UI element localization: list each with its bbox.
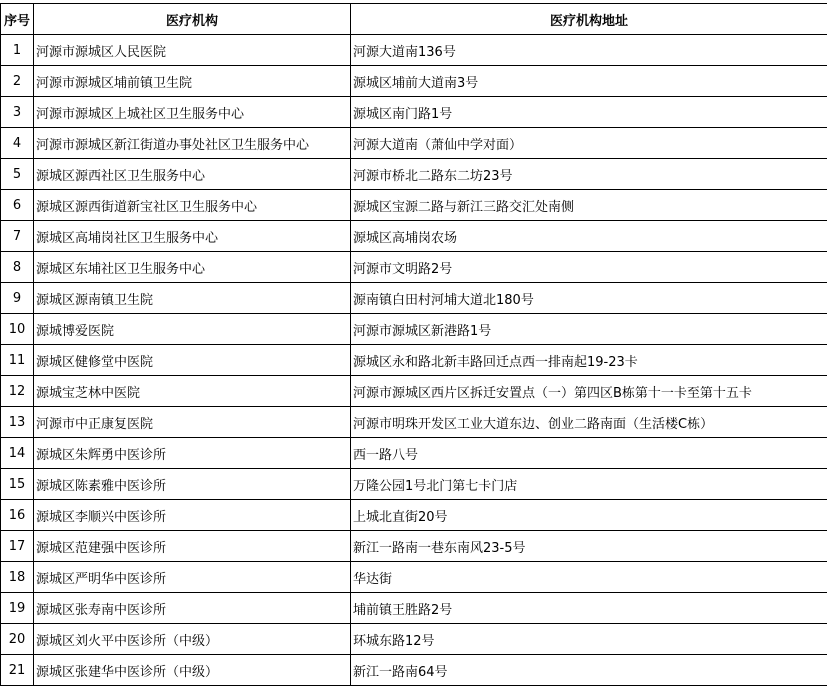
table-row bbox=[1, 376, 827, 407]
institution-name-cell: 河源市源城区人民医院 bbox=[34, 35, 351, 66]
institution-name-cell: 源城区张建华中医诊所（中级） bbox=[34, 655, 351, 686]
institution-name-cell: 源城区严明华中医诊所 bbox=[34, 562, 351, 593]
table-row bbox=[1, 159, 827, 190]
row-index-cell: 18 bbox=[1, 562, 34, 593]
header-address: 医疗机构地址 bbox=[351, 4, 827, 35]
row-index-cell: 5 bbox=[1, 159, 34, 190]
institution-address-cell: 新江一路南64号 bbox=[351, 655, 827, 686]
row-index-cell: 11 bbox=[1, 345, 34, 376]
table-row bbox=[1, 655, 827, 686]
institution-name-cell: 源城区陈素雅中医诊所 bbox=[34, 469, 351, 500]
institution-name-cell: 源城区朱辉勇中医诊所 bbox=[34, 438, 351, 469]
table-row bbox=[1, 128, 827, 159]
institution-name-cell: 源城区源西街道新宝社区卫生服务中心 bbox=[34, 190, 351, 221]
institution-name-cell: 源城区源西社区卫生服务中心 bbox=[34, 159, 351, 190]
row-index-cell: 19 bbox=[1, 593, 34, 624]
row-index-cell: 9 bbox=[1, 283, 34, 314]
row-index-cell: 12 bbox=[1, 376, 34, 407]
institution-name-cell: 源城区范建强中医诊所 bbox=[34, 531, 351, 562]
institution-address-cell: 万隆公园1号北门第七卡门店 bbox=[351, 469, 827, 500]
table-row bbox=[1, 221, 827, 252]
row-index-cell: 16 bbox=[1, 500, 34, 531]
institution-name-cell: 源城区源南镇卫生院 bbox=[34, 283, 351, 314]
row-index-cell: 21 bbox=[1, 655, 34, 686]
institution-address-cell: 河源大道南（萧仙中学对面） bbox=[351, 128, 827, 159]
institution-address-cell: 华达街 bbox=[351, 562, 827, 593]
row-index-cell: 10 bbox=[1, 314, 34, 345]
table-body bbox=[1, 35, 827, 686]
table-row bbox=[1, 531, 827, 562]
table-row bbox=[1, 624, 827, 655]
table-row bbox=[1, 500, 827, 531]
institution-name-cell: 源城区健修堂中医院 bbox=[34, 345, 351, 376]
institution-address-cell: 河源市桥北二路东二坊23号 bbox=[351, 159, 827, 190]
table-row bbox=[1, 345, 827, 376]
medical-institution-table bbox=[0, 3, 827, 686]
row-index-cell: 14 bbox=[1, 438, 34, 469]
institution-address-cell: 源城区埔前大道南3号 bbox=[351, 66, 827, 97]
institution-name-cell: 河源市源城区埔前镇卫生院 bbox=[34, 66, 351, 97]
institution-name-cell: 源城区张寿南中医诊所 bbox=[34, 593, 351, 624]
institution-address-cell: 源城区南门路1号 bbox=[351, 97, 827, 128]
row-index-cell: 4 bbox=[1, 128, 34, 159]
institution-name-cell: 源城区刘火平中医诊所（中级） bbox=[34, 624, 351, 655]
institution-name-cell: 源城宝芝林中医院 bbox=[34, 376, 351, 407]
institution-address-cell: 源城区高埔岗农场 bbox=[351, 221, 827, 252]
row-index-cell: 8 bbox=[1, 252, 34, 283]
header-index: 序号 bbox=[1, 4, 34, 35]
institution-address-cell: 河源市明珠开发区工业大道东边、创业二路南面（生活楼C栋） bbox=[351, 407, 827, 438]
table-row bbox=[1, 593, 827, 624]
row-index-cell: 7 bbox=[1, 221, 34, 252]
row-index-cell: 20 bbox=[1, 624, 34, 655]
institution-name-cell: 源城博爱医院 bbox=[34, 314, 351, 345]
institution-address-cell: 新江一路南一巷东南风23-5号 bbox=[351, 531, 827, 562]
institution-name-cell: 源城区东埔社区卫生服务中心 bbox=[34, 252, 351, 283]
institution-name-cell: 源城区李顺兴中医诊所 bbox=[34, 500, 351, 531]
table-row bbox=[1, 190, 827, 221]
institution-name-cell: 河源市中正康复医院 bbox=[34, 407, 351, 438]
institution-address-cell: 上城北直街20号 bbox=[351, 500, 827, 531]
institution-name-cell: 河源市源城区新江街道办事处社区卫生服务中心 bbox=[34, 128, 351, 159]
institution-address-cell: 河源市文明路2号 bbox=[351, 252, 827, 283]
row-index-cell: 15 bbox=[1, 469, 34, 500]
table-row bbox=[1, 66, 827, 97]
institution-address-cell: 源城区宝源二路与新江三路交汇处南侧 bbox=[351, 190, 827, 221]
header-row bbox=[1, 4, 827, 35]
table-row bbox=[1, 469, 827, 500]
table-row bbox=[1, 97, 827, 128]
table-row bbox=[1, 562, 827, 593]
institution-address-cell: 源南镇白田村河埔大道北180号 bbox=[351, 283, 827, 314]
row-index-cell: 1 bbox=[1, 35, 34, 66]
institution-address-cell: 埔前镇王胜路2号 bbox=[351, 593, 827, 624]
row-index-cell: 2 bbox=[1, 66, 34, 97]
institution-address-cell: 河源大道南136号 bbox=[351, 35, 827, 66]
row-index-cell: 6 bbox=[1, 190, 34, 221]
row-index-cell: 13 bbox=[1, 407, 34, 438]
table-row bbox=[1, 252, 827, 283]
table-row bbox=[1, 283, 827, 314]
institution-name-cell: 河源市源城区上城社区卫生服务中心 bbox=[34, 97, 351, 128]
table-row bbox=[1, 438, 827, 469]
institution-address-cell: 西一路八号 bbox=[351, 438, 827, 469]
header-name: 医疗机构 bbox=[34, 4, 351, 35]
institution-address-cell: 源城区永和路北新丰路回迁点西一排南起19-23卡 bbox=[351, 345, 827, 376]
row-index-cell: 3 bbox=[1, 97, 34, 128]
row-index-cell: 17 bbox=[1, 531, 34, 562]
institution-address-cell: 河源市源城区西片区拆迁安置点（一）第四区B栋第十一卡至第十五卡 bbox=[351, 376, 827, 407]
table-row bbox=[1, 35, 827, 66]
institution-address-cell: 环城东路12号 bbox=[351, 624, 827, 655]
table-row bbox=[1, 314, 827, 345]
institution-address-cell: 河源市源城区新港路1号 bbox=[351, 314, 827, 345]
institution-name-cell: 源城区高埔岗社区卫生服务中心 bbox=[34, 221, 351, 252]
table-row bbox=[1, 407, 827, 438]
